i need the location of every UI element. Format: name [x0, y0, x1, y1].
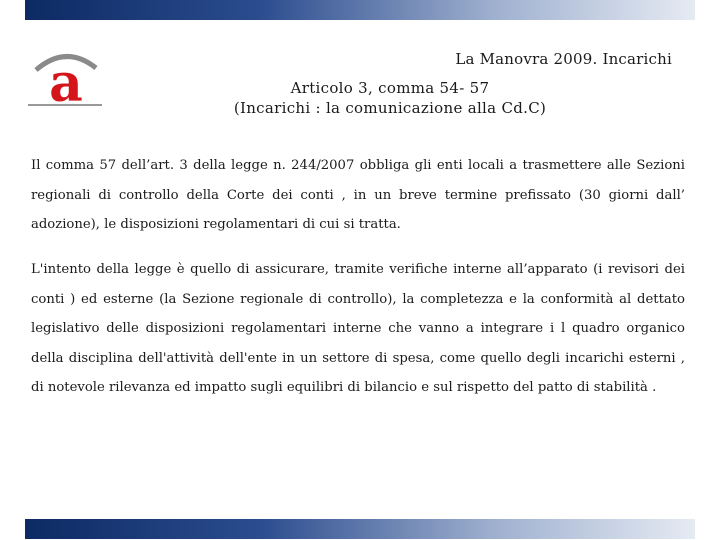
top-decorative-band [25, 0, 695, 20]
bottom-decorative-band [25, 519, 695, 539]
logo-a-icon [28, 46, 104, 108]
body-paragraph-2: L'intento della legge è quello di assicurare, tramite verifiche interne all’apparato (i revisori dei conti ) ed esterne (la Sezione regionale di controllo), la completezza e la conformità al dettato legislativo delle disposizioni regolamentari interne che vanno a integrare i l quadro organico della disciplina dell'attività dell'ente in un settore di spesa, come quello degli incarichi esterni , di notevole rilevanza ed impatto sugli equilibri di bilancio e sul rispetto del patto di stabilità . [31, 262, 685, 395]
heading-line-1: Articolo 3, comma 54- 57 [290, 79, 490, 97]
logo-letter: a [49, 53, 83, 108]
heading-line-2: (Incarichi : la comunicazione alla Cd.C) [233, 99, 547, 117]
header-title: La Manovra 2009. Incarichi [455, 50, 672, 68]
slide-heading [150, 78, 630, 118]
body-paragraph-1: Il comma 57 dell’art. 3 della legge n. 244/2007 obbliga gli enti locali a trasmettere alle Sezioni regionali di controllo della Corte dei conti , in un breve termine prefissato (30 giorni dall’ adozione), le disposizioni regolamentari di cui si tratta. [31, 158, 685, 232]
